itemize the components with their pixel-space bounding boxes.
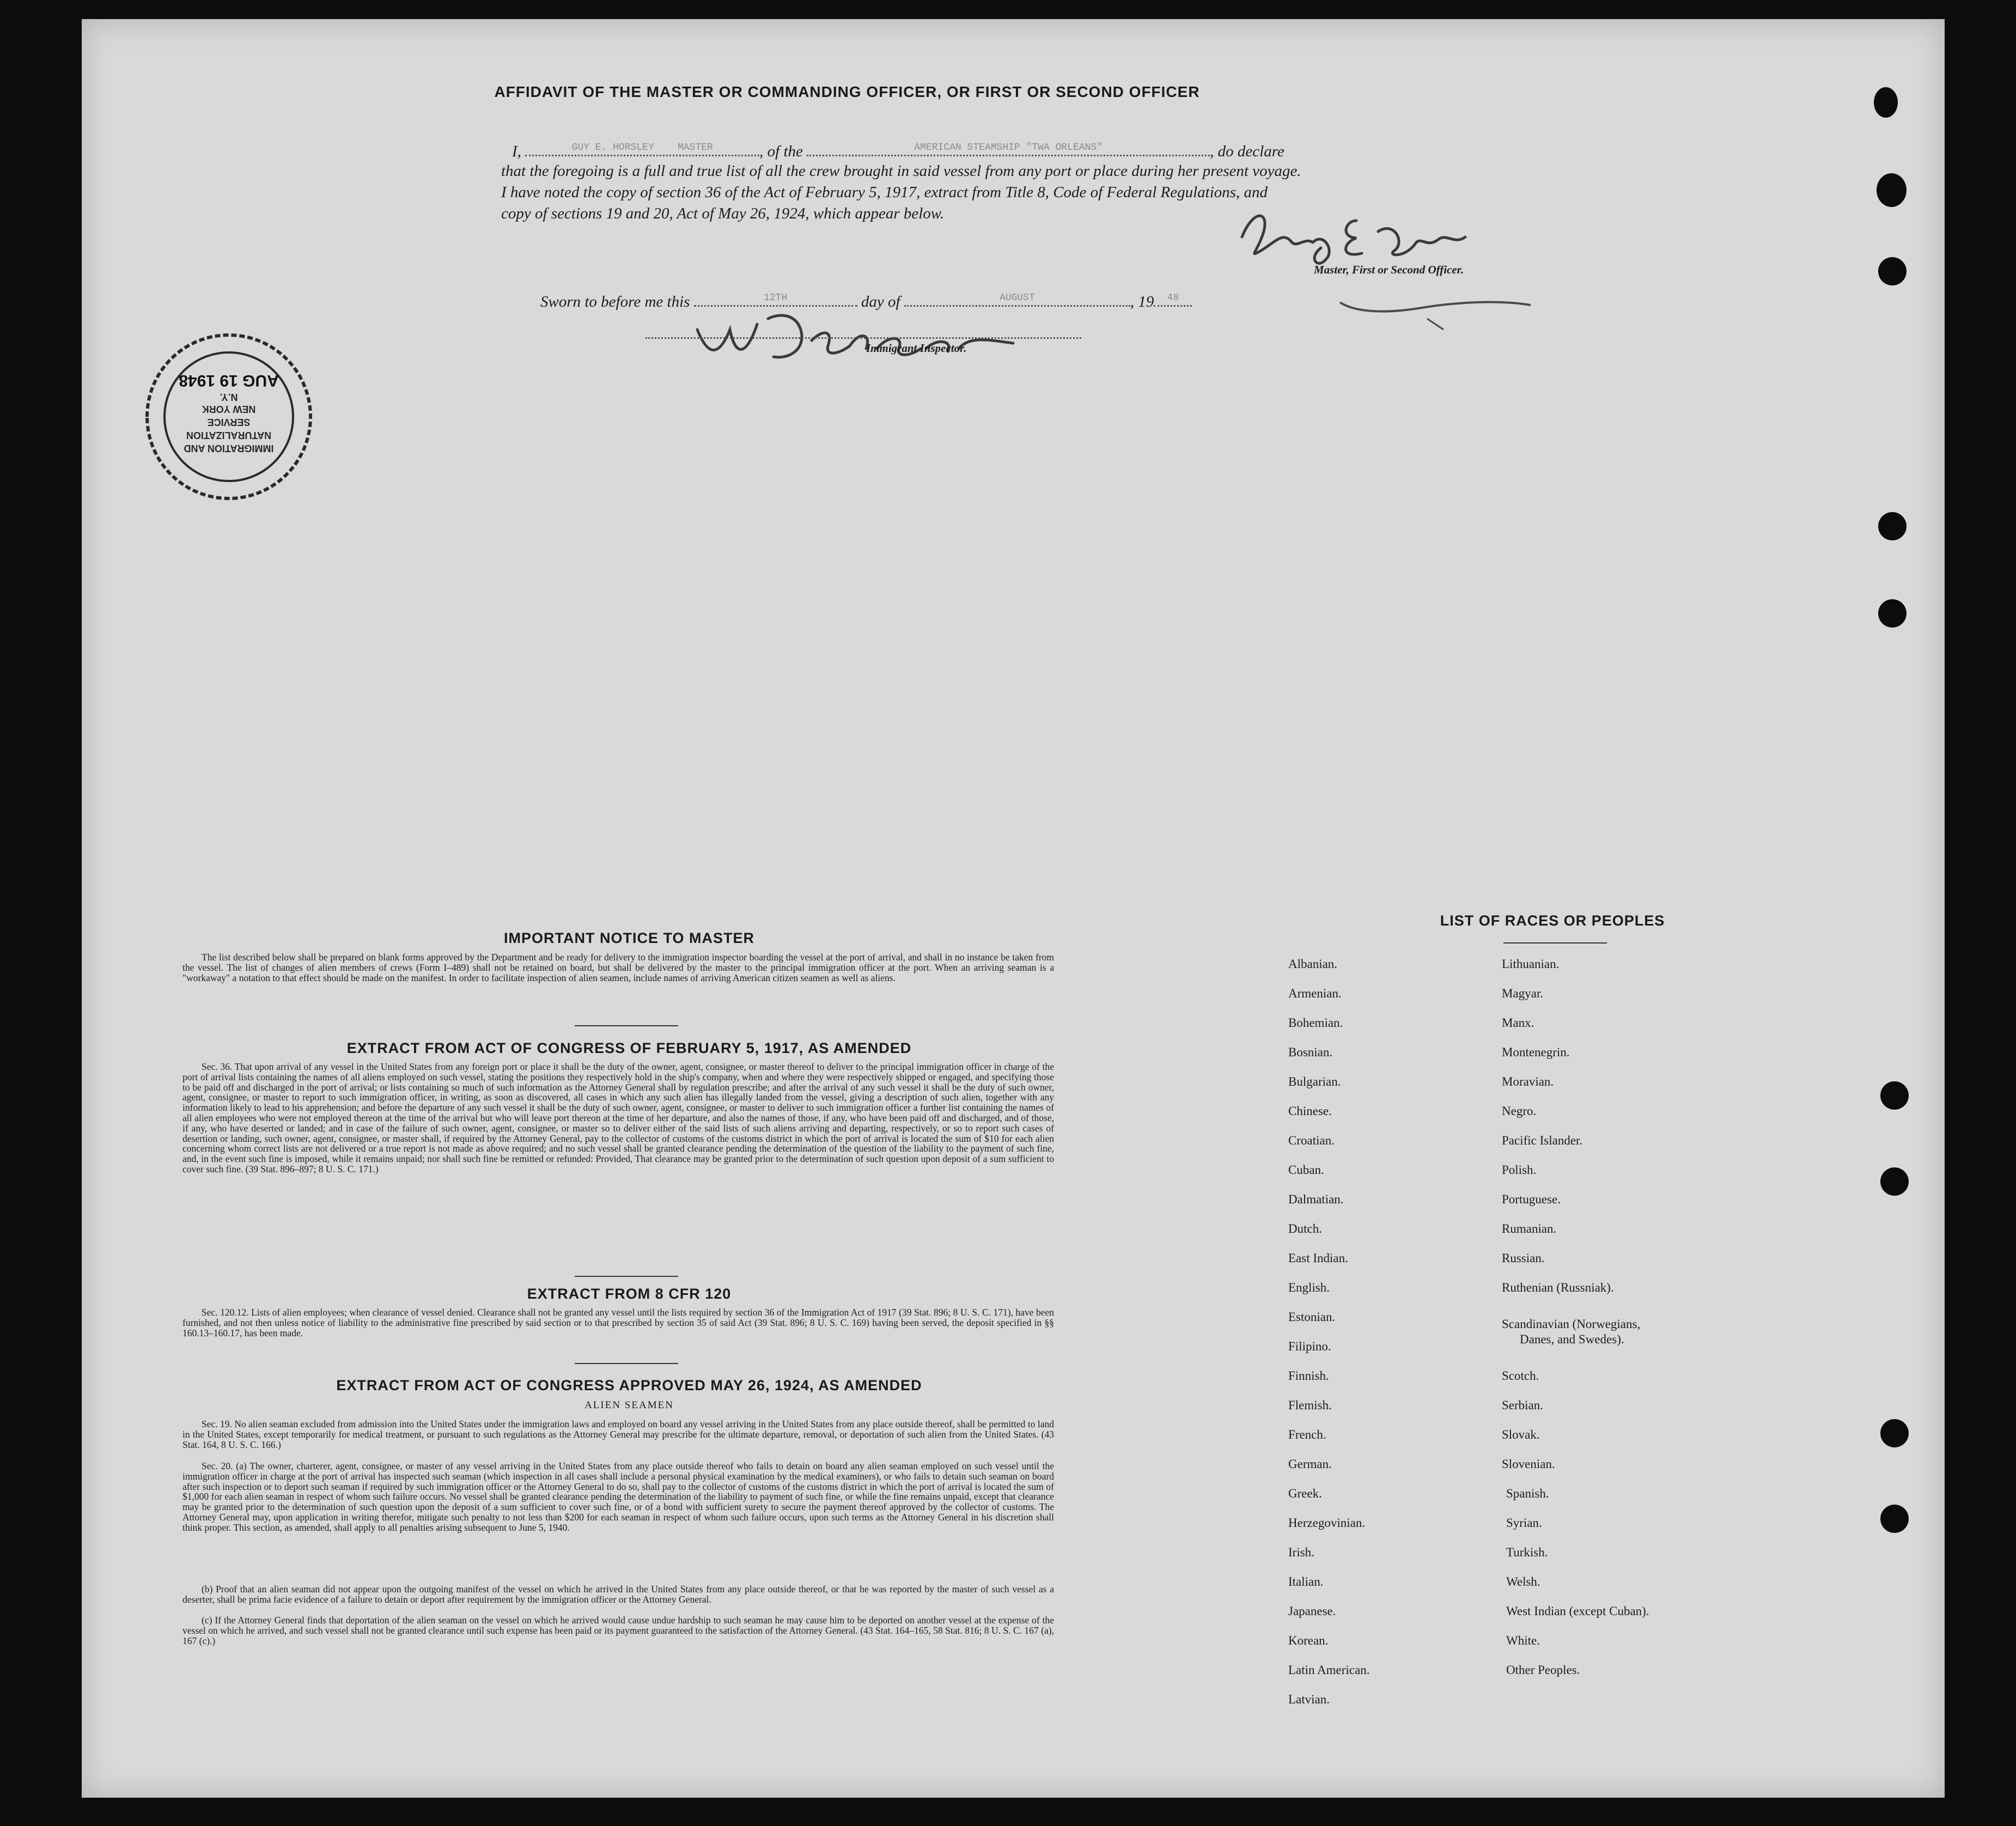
race-right-13: Danes, and Swedes). (1520, 1332, 1624, 1346)
day-of-label: day of (861, 293, 900, 311)
inspector-caption: Immigrant Inspector. (866, 342, 967, 355)
race-left-13: Filipino. (1288, 1340, 1331, 1353)
race-right-19: Syrian. (1506, 1516, 1542, 1530)
race-left-4: Bulgarian. (1288, 1075, 1341, 1088)
race-left-1: Armenian. (1288, 987, 1342, 1000)
sworn-label: Sworn to before me this (540, 293, 690, 311)
form-sheet (82, 19, 1945, 1798)
race-right-17: Slovenian. (1502, 1457, 1555, 1471)
race-right-11: Ruthenian (Russniak). (1502, 1281, 1614, 1294)
punch-hole-3 (1878, 257, 1907, 285)
race-right-22: West Indian (except Cuban). (1506, 1604, 1649, 1618)
master-name: GUY E. HORSLEY (571, 142, 654, 153)
punch-hole-1 (1874, 87, 1898, 118)
race-left-2: Bohemian. (1288, 1016, 1343, 1030)
extract-1924-title: EXTRACT FROM ACT OF CONGRESS APPROVED MAY 26, 1924, AS AMENDED (336, 1377, 922, 1393)
stamp-line-3: SERVICE (207, 417, 251, 428)
race-right-0: Lithuanian. (1502, 957, 1560, 971)
punch-hole-2 (1877, 173, 1907, 207)
race-left-21: Italian. (1288, 1575, 1324, 1588)
affidavit-prefix: I, (512, 143, 521, 160)
race-left-15: Flemish. (1288, 1398, 1332, 1412)
race-left-18: Greek. (1288, 1487, 1322, 1500)
race-left-5: Chinese. (1288, 1104, 1332, 1118)
races-rule (1503, 942, 1607, 944)
race-left-8: Dalmatian. (1288, 1192, 1344, 1206)
race-right-6: Pacific Islander. (1502, 1134, 1583, 1147)
race-left-23: Korean. (1288, 1634, 1329, 1647)
race-left-19: Herzegovinian. (1288, 1516, 1366, 1530)
sworn-month-field: AUGUST (904, 292, 1130, 307)
stamp-date: AUG 19 1948 (179, 372, 279, 389)
affidavit-line-3: I have noted the copy of section 36 of the Act of February 5, 1917, extract from Title 8, Code of Federal Regulations, and (501, 184, 1268, 201)
race-right-15: Serbian. (1502, 1398, 1544, 1412)
vessel-name-field: AMERICAN STEAMSHIP "TWA ORLEANS" (807, 142, 1210, 156)
race-right-23: White. (1506, 1634, 1540, 1647)
of-the-label: , of the (759, 143, 803, 160)
race-right-2: Manx. (1502, 1016, 1534, 1030)
race-right-3: Montenegrin. (1502, 1045, 1570, 1059)
race-right-24: Other Peoples. (1506, 1663, 1580, 1677)
punch-hole-4 (1878, 512, 1907, 540)
extract-8cfr-text: Sec. 120.12. Lists of alien employees; when clearance of vessel denied. Clearance shall not be granted any vessel until the lists required by section 36 of the Immigration Act of 1917 (39 Stat. 896; 8 U. S. C. 171), have been furnished, and not then unless notice of liability to the administrative fine prescribed by said section or to that prescribed by section 35 of said Act (39 Stat. 896; 8 U. S. C. 169) having been served, the deposit specified in §§ 160.13–160.17, has been made. (182, 1307, 1054, 1338)
race-left-3: Bosnian. (1288, 1045, 1333, 1059)
race-left-20: Irish. (1288, 1545, 1314, 1559)
race-left-22: Japanese. (1288, 1604, 1336, 1618)
inspector-signature-line (645, 337, 1081, 339)
race-right-8: Portuguese. (1502, 1192, 1561, 1206)
race-left-17: German. (1288, 1457, 1332, 1471)
declare-label: , do declare (1210, 143, 1284, 160)
race-left-12: Estonian. (1288, 1310, 1336, 1324)
race-left-10: East Indian. (1288, 1251, 1348, 1265)
races-title: LIST OF RACES OR PEOPLES (1440, 912, 1665, 929)
race-left-16: French. (1288, 1428, 1326, 1441)
sec20a-text: Sec. 20. (a) The owner, charterer, agent, consignee, or master of any vessel arriving in the United States from any place outside thereof who fails to detain on board any alien seaman employed on such vessel until the immigration officer in charge at the port of arrival has inspected such seaman (which inspection in all cases shall include a personal physical examination by the medical examiners), or who fails to detain such seaman on board after such inspection or to deport such seaman if required by such immigration officer or the Attorney General to do so, shall pay to the collector of customs of the customs district in which the port of arrival is located the sum of $1,000 for each alien seaman in respect of whom such failure occurs. No vessel shall be granted clearance pending the determination of the liability to payment of such fine, or while the fine remains unpaid, except that clearance may be granted prior to the determination of such question upon the deposit of a sum sufficient to cover such fine, or of a bond with sufficient surety to secure the payment thereof approved by the collector of customs. The Attorney General may, upon application in writing therefor, mitigate such penalty to not less than $200 for each seaman in respect of whom such failure occurs, upon such terms as the Attorney General in his discretion shall think proper. This section, as amended, shall apply to all penalties arising subsequent to June 5, 1940. (182, 1460, 1054, 1533)
race-right-10: Russian. (1502, 1251, 1545, 1265)
punch-hole-9 (1880, 1505, 1909, 1533)
officer-scribble (1335, 281, 1607, 340)
affidavit-line-4: copy of sections 19 and 20, Act of May 26, 1924, which appear below. (501, 205, 945, 222)
master-caption: Master, First or Second Officer. (1314, 263, 1464, 276)
race-left-25: Latvian. (1288, 1693, 1330, 1706)
extract-8cfr-title: EXTRACT FROM 8 CFR 120 (527, 1286, 732, 1302)
sec19-text: Sec. 19. No alien seaman excluded from admission into the United States under the immigration laws and employed on board any vessel arriving in the United States from any place outside thereof, shall be permitted to land in the United States, except temporarily for medical treatment, or pursuant to such regulations as the Attorney General may prescribe for the ultimate departure, removal, or deportation of such alien from the United States. (43 Stat. 164, 8 U. S. C. 166.) (182, 1419, 1054, 1450)
notice-title: IMPORTANT NOTICE TO MASTER (504, 930, 754, 946)
year-label: , 19 (1130, 293, 1154, 311)
extract-8cfr-rule (575, 1363, 678, 1364)
extract-1917-text: Sec. 36. That upon arrival of any vessel in the United States from any foreign port or place it shall be the duty of the owner, agent, consignee, or master thereof to deliver to the principal immigration officer in charge of the port of arrival lists containing the names of all aliens employed on such vessel, stating the positions they respectively hold in the ship's company, when and where they were respectively shipped or engaged, and specifying those to be paid off and discharged in the port of arrival; or lists containing so much of such information as the Attorney General shall by regulation prescribe; and after the arrival of any such vessel it shall be the duty of such owner, agent, consignee, or master to report to such immigration officer, in writing, as soon as discovered, all cases in which any such alien has illegally landed from the vessel, giving a description of such alien, together with any information likely to lead to his apprehension; and before the departure of any such vessel it shall be the duty of such owner, agent, consignee, or master to deliver to such immigration officer a further list containing the names of all alien employees who were not employed thereon at the time of the arrival but who will leave port thereon at the time of her departure, and also the names of those, if any, who have been paid off and discharged, and of those, if any, who have deserted or landed; and in case of the failure of such owner, agent, consignee, or master so to deliver either of the said lists of such aliens arriving and departing, respectively, or so to report such cases of desertion or landing, such owner, agent, consignee, or master shall, if required by the Attorney General, pay to the collector of customs of the customs district in which the port of arrival is located the sum of $10 for each alien concerning whom correct lists are not delivered or a true report is not made as above required; and no such vessel shall be granted clearance pending the determination of the question of the liability to the payment of such fine, and, in the event such fine is imposed, while it remains unpaid; nor shall such fine be remitted or refunded: Provided, That clearance may be granted prior to the determination of such question upon deposit of a sum sufficient to cover such fine. (39 Stat. 896–897; 8 U. S. C. 171.) (182, 1061, 1054, 1174)
punch-hole-5 (1878, 599, 1907, 628)
alien-seamen-subtitle: ALIEN SEAMEN (584, 1399, 674, 1411)
race-left-6: Croatian. (1288, 1134, 1335, 1147)
race-right-14: Scotch. (1502, 1369, 1539, 1383)
race-right-5: Negro. (1502, 1104, 1537, 1118)
master-name-field (525, 142, 759, 156)
stamp-line-1: IMMIGRATION AND (184, 443, 274, 454)
race-left-24: Latin American. (1288, 1663, 1370, 1677)
stamp-line-4: NEW YORK (202, 404, 256, 415)
notice-rule (575, 1025, 678, 1026)
race-right-7: Polish. (1502, 1163, 1537, 1177)
race-right-9: Rumanian. (1502, 1222, 1557, 1235)
extract-1917-title: EXTRACT FROM ACT OF CONGRESS OF FEBRUARY 5, 1917, AS AMENDED (346, 1040, 912, 1056)
stamp-line-5: N.Y. (220, 392, 238, 403)
race-right-20: Turkish. (1506, 1545, 1548, 1559)
stamp-line-2: NATURALIZATION (186, 430, 272, 441)
extract-1917-rule (575, 1276, 678, 1277)
race-left-11: English. (1288, 1281, 1330, 1294)
race-right-12: Scandinavian (Norwegians, (1502, 1317, 1641, 1331)
affidavit-line-2: that the foregoing is a full and true list of all the crew brought in said vessel from any port or place during her present voyage. (501, 162, 1301, 180)
date-stamp (142, 330, 316, 504)
affidavit-title: AFFIDAVIT OF THE MASTER OR COMMANDING OFFICER, OR FIRST OR SECOND OFFICER (494, 83, 1200, 100)
sworn-day-field: 12TH (694, 292, 857, 307)
sworn-year-field: 48 (1154, 292, 1192, 307)
sec20c-text: (c) If the Attorney General finds that deportation of the alien seaman on the vessel on which he arrived would cause undue hardship to such seaman he may cause him to be deported on another vessel at the expense of the vessel on which he arrived, and such vessel shall not be granted clearance until such expense has been paid or its payment guaranteed to the satisfaction of the Attorney General. (43 Stat. 164–165, 58 Stat. 816; 8 U. S. C. 167 (a), 167 (c).) (182, 1615, 1054, 1646)
race-left-14: Finnish. (1288, 1369, 1329, 1383)
notice-text: The list described below shall be prepared on blank forms approved by the Department and be ready for delivery to the immigration inspector boarding the vessel at the port of arrival, and shall in no instance be taken from the vessel. The list of changes of alien members of crews (Form I–489) shall not be retained on board, but shall be delivered by the master to the principal immigration officer at the port. When an arriving seaman is a "workaway" a notation to that effect should be made on the manifest. In order to facilitate inspection of alien seamen, include names of arriving American citizen seamen as well as aliens. (182, 952, 1054, 983)
race-right-21: Welsh. (1506, 1575, 1540, 1588)
punch-hole-6 (1880, 1081, 1909, 1110)
race-right-4: Moravian. (1502, 1075, 1554, 1088)
punch-hole-8 (1880, 1419, 1909, 1447)
punch-hole-7 (1880, 1167, 1909, 1196)
race-left-0: Albanian. (1288, 957, 1338, 971)
sec20b-text: (b) Proof that an alien seaman did not appear upon the outgoing manifest of the vessel on which he arrived in the United States from any place outside thereof, or that he was reported by the master of such vessel as a deserter, shall be prima facie evidence of a failure to detain or deport after requirement by the immigration officer or the Attorney General. (182, 1584, 1054, 1605)
race-right-1: Magyar. (1502, 987, 1544, 1000)
race-right-16: Slovak. (1502, 1428, 1540, 1441)
race-right-18: Spanish. (1506, 1487, 1549, 1500)
race-left-9: Dutch. (1288, 1222, 1322, 1235)
race-left-7: Cuban. (1288, 1163, 1324, 1177)
master-rank: MASTER (677, 142, 713, 153)
inspector-signature (686, 297, 1068, 373)
